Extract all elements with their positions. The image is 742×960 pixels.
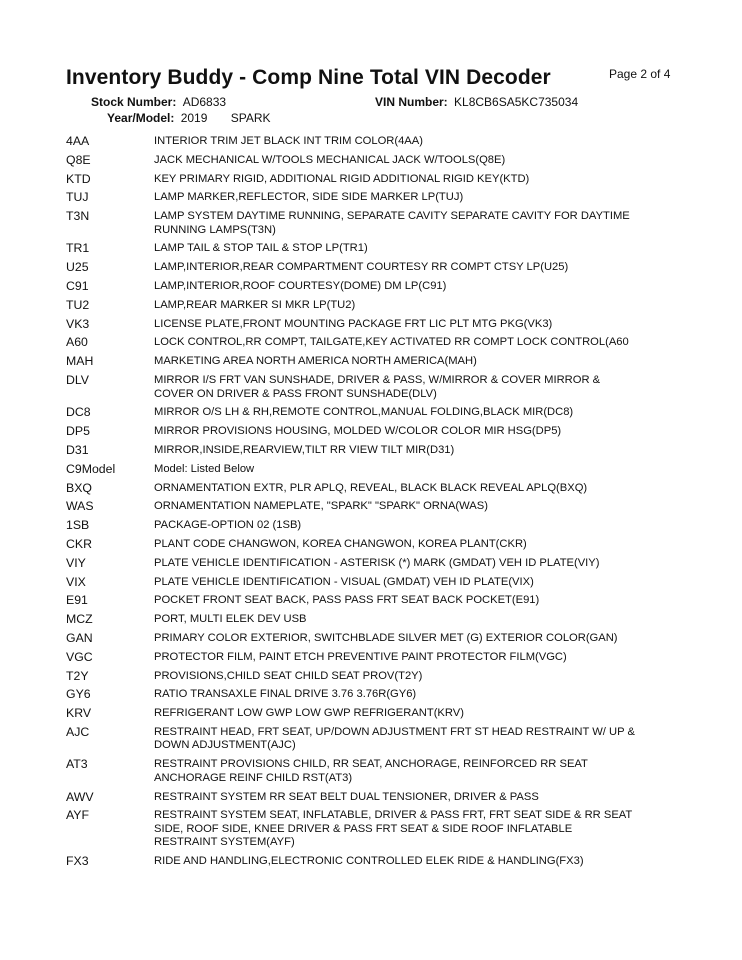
option-row <box>66 757 686 785</box>
option-row <box>66 854 686 869</box>
option-description: MIRROR PROVISIONS HOUSING, MOLDED W/COLOR COLOR MIR HSG(DP5) <box>154 425 562 438</box>
option-description: ORNAMENTATION NAMEPLATE, "SPARK" "SPARK" ORNA(WAS) <box>154 500 488 513</box>
option-row <box>66 650 686 665</box>
option-description: POCKET FRONT SEAT BACK, PASS PASS FRT SEAT BACK POCKET(E91) <box>154 594 540 607</box>
option-row <box>66 808 686 850</box>
option-code: WAS <box>66 499 94 514</box>
option-description: LAMP,INTERIOR,REAR COMPARTMENT COURTESY RR COMPT CTSY LP(U25) <box>154 261 569 274</box>
option-description: PROTECTOR FILM, PAINT ETCH PREVENTIVE PAINT PROTECTOR FILM(VGC) <box>154 650 567 663</box>
option-description: JACK MECHANICAL W/TOOLS MECHANICAL JACK W/TOOLS(Q8E) <box>154 153 506 166</box>
option-code: T3N <box>66 209 90 224</box>
option-row <box>66 335 686 350</box>
option-row <box>66 405 686 420</box>
option-code: TU2 <box>66 297 90 312</box>
option-code: FX3 <box>66 854 89 869</box>
option-description: INTERIOR TRIM JET BLACK INT TRIM COLOR(4AA) <box>154 135 423 147</box>
option-code: E91 <box>66 593 88 608</box>
option-code: C9Model <box>66 461 116 476</box>
option-code: U25 <box>66 260 89 275</box>
option-description: LAMP MARKER,REFLECTOR, SIDE SIDE MARKER LP(TUJ) <box>154 191 464 204</box>
option-row <box>66 241 686 256</box>
option-description: LAMP SYSTEM DAYTIME RUNNING, SEPARATE CAVITY SEPARATE CAVITY FOR DAYTIME RUNNING LAMPS(T3N) <box>154 210 630 236</box>
option-description: KEY PRIMARY RIGID, ADDITIONAL RIGID ADDITIONAL RIGID KEY(KTD) <box>154 172 530 185</box>
option-description: LICENSE PLATE,FRONT MOUNTING PACKAGE FRT LIC PLT MTG PKG(VK3) <box>154 317 553 330</box>
option-code: AWV <box>66 789 94 804</box>
option-code: KRV <box>66 706 92 721</box>
option-description: RESTRAINT SYSTEM SEAT, INFLATABLE, DRIVER & PASS FRT, FRT SEAT SIDE & RR SEAT SIDE, ROOF SIDE, KNEE DRIVER & PASS FRT SEAT & SIDE ROOF INFLATABLE RESTRAINT SYSTEM(AYF) <box>154 809 633 849</box>
option-code: A60 <box>66 335 88 350</box>
option-code: MCZ <box>66 612 93 627</box>
option-row <box>66 575 686 590</box>
option-row <box>66 518 686 533</box>
option-description: PROVISIONS,CHILD SEAT CHILD SEAT PROV(T2Y) <box>154 669 423 682</box>
option-code: D31 <box>66 442 89 457</box>
option-row <box>66 790 686 805</box>
option-code: 1SB <box>66 518 90 533</box>
option-description: RESTRAINT HEAD, FRT SEAT, UP/DOWN ADJUSTMENT FRT ST HEAD RESTRAINT W/ UP & DOWN ADJUSTMENT(AJC) <box>154 725 635 752</box>
vin-number-value: KL8CB6SA5KC735034 <box>454 95 579 109</box>
option-row <box>66 298 686 313</box>
option-code: CKR <box>66 536 92 551</box>
option-code: VK3 <box>66 316 90 331</box>
option-row <box>66 706 686 721</box>
option-description: PRIMARY COLOR EXTERIOR, SWITCHBLADE SILVER MET (G) EXTERIOR COLOR(GAN) <box>154 631 618 644</box>
option-code: VIX <box>66 574 86 589</box>
option-row <box>66 481 686 496</box>
option-description: PLATE VEHICLE IDENTIFICATION - VISUAL (GMDAT) VEH ID PLATE(VIX) <box>154 575 534 588</box>
option-code: VIY <box>66 555 86 570</box>
option-row <box>66 499 686 514</box>
option-row <box>66 424 686 439</box>
option-row <box>66 279 686 294</box>
option-code-list <box>66 134 686 873</box>
option-row <box>66 260 686 275</box>
option-row <box>66 443 686 458</box>
model-value: SPARK <box>230 111 271 125</box>
option-code: MAH <box>66 354 94 369</box>
stock-number-value: AD6833 <box>182 95 227 109</box>
option-description: RIDE AND HANDLING,ELECTRONIC CONTROLLED ELEK RIDE & HANDLING(FX3) <box>154 855 584 868</box>
option-code: T2Y <box>66 668 89 683</box>
option-code: BXQ <box>66 480 92 495</box>
option-code: GAN <box>66 630 93 645</box>
year-value: 2019 <box>180 111 208 125</box>
option-code: AYF <box>66 808 90 823</box>
option-row <box>66 172 686 187</box>
vin-number <box>375 95 578 109</box>
option-description: PLATE VEHICLE IDENTIFICATION - ASTERISK (*) MARK (GMDAT) VEH ID PLATE(VIY) <box>154 556 600 569</box>
option-code: AT3 <box>66 757 88 772</box>
option-row <box>66 612 686 627</box>
option-code: DP5 <box>66 424 90 439</box>
option-description: MIRROR O/S LH & RH,REMOTE CONTROL,MANUAL FOLDING,BLACK MIR(DC8) <box>154 406 574 419</box>
option-row <box>66 631 686 646</box>
year-model-label: Year/Model: <box>107 111 175 125</box>
option-code: DC8 <box>66 405 91 420</box>
option-row <box>66 190 686 205</box>
option-code: VGC <box>66 649 93 664</box>
option-description: PACKAGE-OPTION 02 (1SB) <box>154 519 302 532</box>
option-description: MIRROR I/S FRT VAN SUNSHADE, DRIVER & PASS, W/MIRROR & COVER MIRROR & COVER ON DRIVER & PASS FRONT SUNSHADE(DLV) <box>154 374 601 400</box>
option-description: Model: Listed Below <box>154 462 255 475</box>
option-row <box>66 134 686 149</box>
option-row <box>66 537 686 552</box>
page-number: Page 2 of 4 <box>609 67 671 81</box>
option-code: 4AA <box>66 134 90 148</box>
option-description: LAMP,INTERIOR,ROOF COURTESY(DOME) DM LP(C91) <box>154 280 447 293</box>
stock-number <box>91 95 226 109</box>
option-row <box>66 556 686 571</box>
option-description: PLANT CODE CHANGWON, KOREA CHANGWON, KOREA PLANT(CKR) <box>154 537 527 550</box>
option-row <box>66 373 686 401</box>
option-description: LAMP TAIL & STOP TAIL & STOP LP(TR1) <box>154 242 368 255</box>
page-title: Inventory Buddy - Comp Nine Total VIN Decoder <box>66 66 551 89</box>
option-code: AJC <box>66 724 90 739</box>
option-row <box>66 209 686 237</box>
stock-number-label: Stock Number: <box>91 95 177 109</box>
option-row <box>66 354 686 369</box>
option-row <box>66 669 686 684</box>
option-description: PORT, MULTI ELEK DEV USB <box>154 613 307 626</box>
vin-number-label: VIN Number: <box>375 95 448 109</box>
option-description: ORNAMENTATION EXTR, PLR APLQ, REVEAL, BLACK BLACK REVEAL APLQ(BXQ) <box>154 481 588 494</box>
option-row <box>66 153 686 168</box>
option-code: C91 <box>66 279 89 294</box>
option-code: DLV <box>66 373 90 388</box>
option-code: Q8E <box>66 152 91 167</box>
option-description: LOCK CONTROL,RR COMPT, TAILGATE,KEY ACTIVATED RR COMPT LOCK CONTROL(A60 <box>154 336 629 349</box>
option-code: KTD <box>66 171 91 186</box>
option-row <box>66 462 686 477</box>
option-row <box>66 593 686 608</box>
option-row <box>66 725 686 753</box>
option-code: GY6 <box>66 687 91 702</box>
option-description: RATIO TRANSAXLE FINAL DRIVE 3.76 3.76R(GY6) <box>154 688 417 701</box>
option-row <box>66 687 686 702</box>
option-description: RESTRAINT SYSTEM RR SEAT BELT DUAL TENSIONER, DRIVER & PASS <box>154 790 539 803</box>
option-code: TUJ <box>66 190 89 205</box>
option-description: MIRROR,INSIDE,REARVIEW,TILT RR VIEW TILT MIR(D31) <box>154 443 455 456</box>
option-description: RESTRAINT PROVISIONS CHILD, RR SEAT, ANCHORAGE, REINFORCED RR SEAT ANCHORAGE REINF CHILD RST(AT3) <box>154 758 588 784</box>
option-description: REFRIGERANT LOW GWP LOW GWP REFRIGERANT(KRV) <box>154 707 464 720</box>
option-code: TR1 <box>66 241 90 256</box>
year-model <box>107 111 271 125</box>
option-row <box>66 317 686 332</box>
option-description: LAMP,REAR MARKER SI MKR LP(TU2) <box>154 298 356 311</box>
option-description: MARKETING AREA NORTH AMERICA NORTH AMERICA(MAH) <box>154 355 477 368</box>
